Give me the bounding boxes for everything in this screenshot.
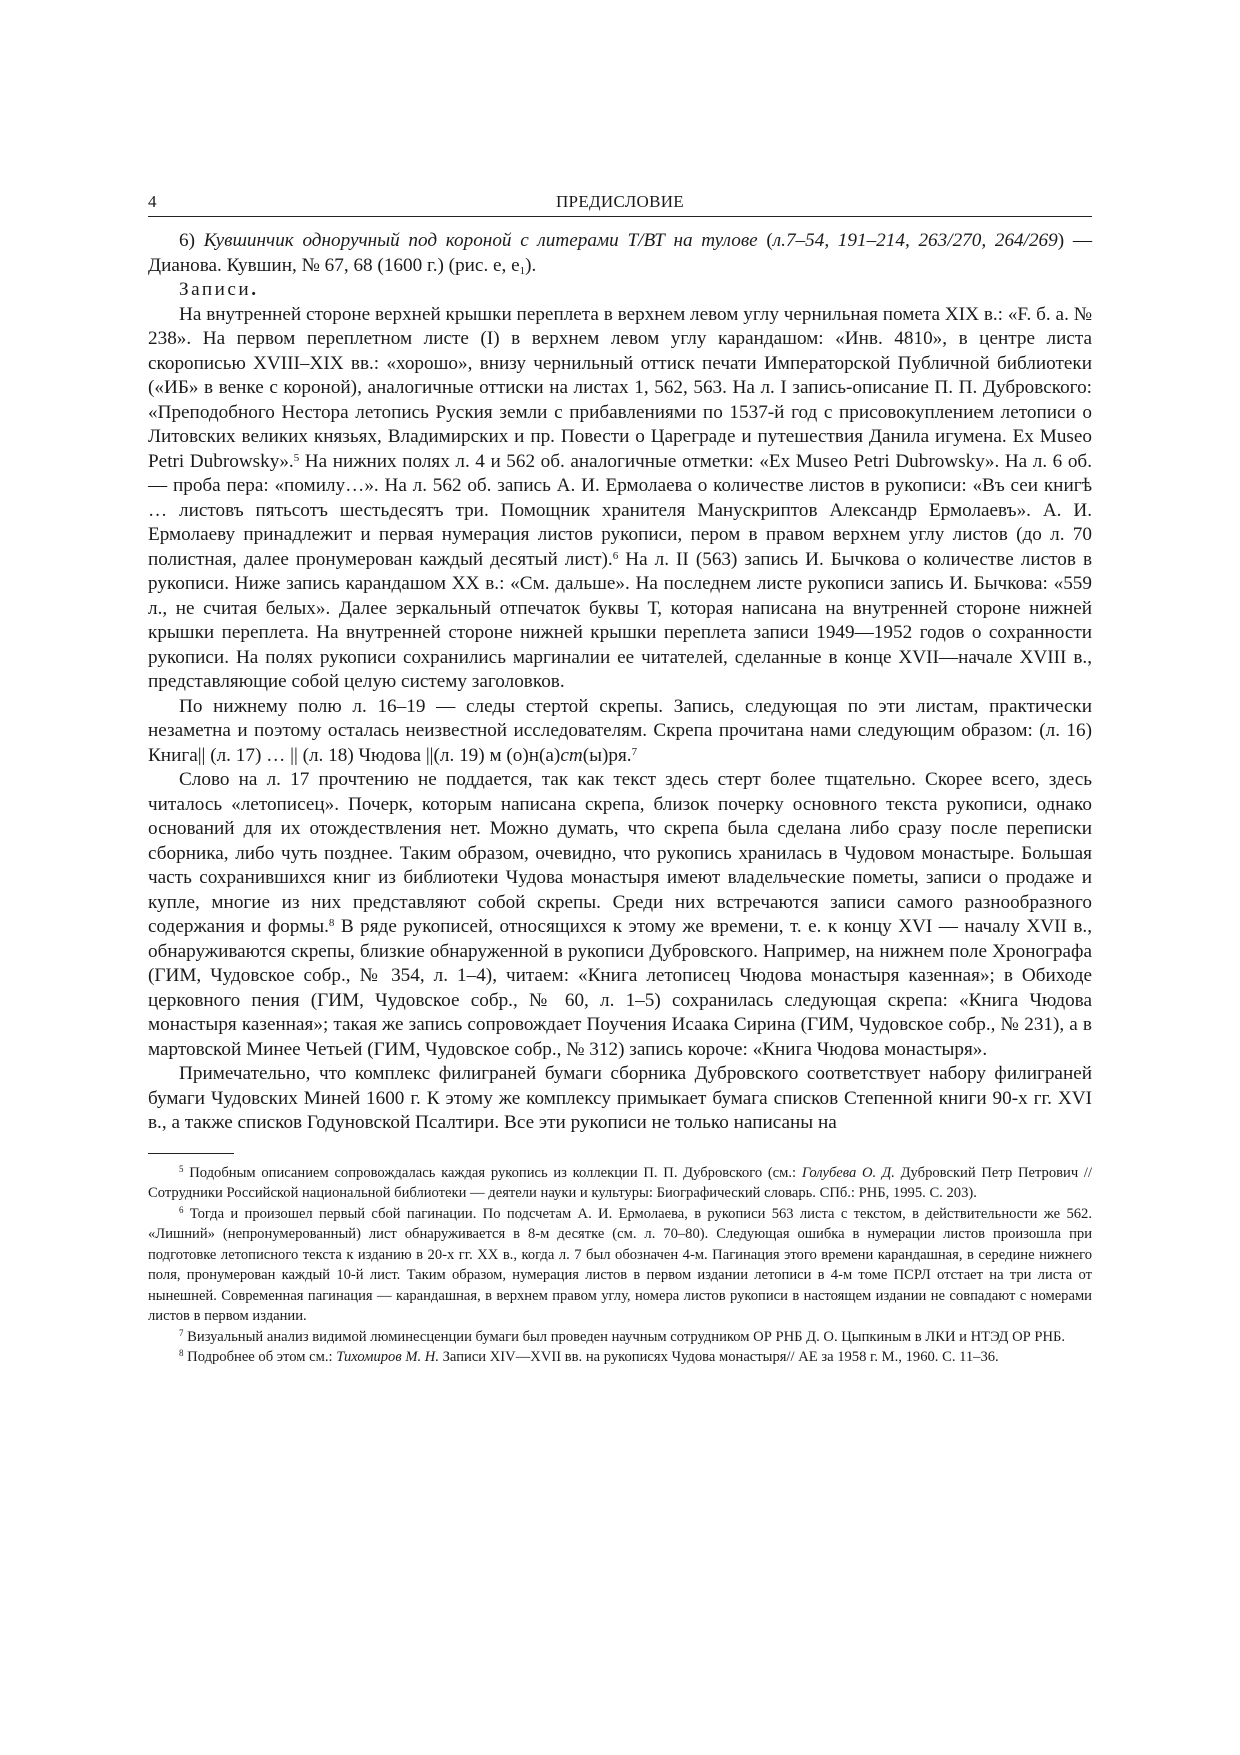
paragraph-handwriting — [148, 768, 1092, 1062]
text-run: ). — [525, 254, 537, 276]
paragraph-watermark-6 — [148, 229, 1092, 278]
leaf-references: л.7–54, 191–214, 263/270, 264/269 — [772, 230, 1058, 251]
text-run: Слово на л. 17 прочтению не поддается, так как текст здесь стерт более тщательно. Скорее всего, здесь читалось «летописец». Почерк, которым написана скрепа, близок почерку основного текста рукописи, однако оснований для их отождествления нет. Можно думать, что скрепа была сделана либо сразу после переписки сборника, либо чуть позднее. Таким образом, очевидно, что рукопись хранилась в Чудовом монастыре. Большая часть сохранившихся книг из библиотеки Чудова монастыря имеют владельческие пометы, записи о продаже и купле, многие из них представляют собой скрепы. Среди них встречаются записи самого разнообразного содержания и формы. — [148, 769, 1092, 937]
text-run: На нижних полях л. 4 и 562 об. аналогичные отметки: «Ex Museo Petri Dubrowsky». На л. 6 об. — проба пера: «помилу…». На л. 562 об. запись А. И. Ермолаева о количестве листов в рукописи: «Въ сеи книгѣ … листовъ пятьсотъ шестьдесятъ три. Помощник хранителя Манускриптов Александр Ермолаевъ». А. И. Ермолаеву принадлежит и первая нумерация листов рукописи, пером в правом верхнем углу листов (до л. 70 полистная, далее пронумерован каждый десятый лист). — [148, 450, 1092, 570]
heading-dot: . — [251, 279, 256, 300]
footnote-5 — [148, 1163, 1092, 1204]
paragraph-records — [148, 303, 1092, 695]
text-run: Тогда и произошел первый сбой пагинации. По подсчетам А. И. Ермолаева, в рукописи 563 листа с текстом, в действительности же 562. «Лишний» (непронумерованный) лист обнаруживается в 8-м десятке (см. л. 70–80). Следующая ошибка в нумерации листов произошла при подготовке летописного текста к изданию в 20-х гг. XX в., когда л. 7 был обозначен 4-м. Пагинация этого времени карандашная, в середине нижнего поля, пронумерован каждый 10-й лист. Таким образом, нумерация листов в первом издании летописи в 4-м томе ПСРЛ отстает на три листа от нынешней. Современная пагинация — карандашная, в верхнем правом углу, номера листов рукописи в настоящем издании не совпадают с номерами листов в первом издании. — [148, 1205, 1092, 1324]
paragraph-watermarks-complex — [148, 1062, 1092, 1136]
footnote-ref[interactable]: 5 — [293, 451, 300, 464]
page-number: 4 — [148, 192, 157, 211]
paragraph-skrepa — [148, 695, 1092, 769]
text-run: ) — Дианова. Кувшин, № 67, 68 (1600 г.) (рис. е, е — [148, 230, 1093, 276]
text-run: В ряде рукописей, относящихся к этому же времени, т. е. к концу XVI — началу XVII в., обнаруживаются скрепы, близкие обнаруженной в рукописи Дубровского. Например, на нижнем поле Хронографа (ГИМ, Чудовское собр., № 354, л. 1–4), читаем: «Книга летописец Чюдова монастыря казенная»; в Обиходе церковного пения (ГИМ, Чудовское собр., № 60, л. 1–5) сохранилась следующая скрепа: «Книга Чюдова монастыря казенная»; такая же запись сопровождает Поучения Исаака Сирина (ГИМ, Чудовское собр., № 231), а в мартовской Минее Четьей (ГИМ, Чудовское собр., № 312) запись короче: «Книга Чюдова монастыря». — [148, 916, 1093, 1060]
italic-run: ст — [560, 744, 583, 766]
subscript: 1 — [519, 264, 526, 277]
footnote-6 — [148, 1204, 1092, 1327]
footnote-mark: 5 — [179, 1163, 184, 1174]
watermark-description: Кувшинчик одноручный под короной с литерами Т/ВТ на тулове — [203, 230, 758, 251]
text-run: На внутренней стороне верхней крышки переплета в верхнем левом углу чернильная помета XIX в.: «F. б. а. № 238». На первом переплетном листе (I) в верхнем левом углу карандашом: «Инв. 4810», в центре листа скорописью XVIII–XIX вв.: «хорошо», внизу чернильный оттиск печати Императорской Публичной библиотеки («ИБ» в венке с короной), аналогичные оттиски на листах 1, 562, 563. На л. I запись-описание П. П. Дубровского: «Преподобного Нестора летопись Руския земли с прибавлениями по 1537-й год с присовокуплением летописи о Литовских великих князьях, Владимирских и пр. Повести о Цареграде и путешествия Данила игумена. Ex Museo Petri Dubrowsky». — [148, 303, 1092, 472]
section-heading-text: Записи — [179, 279, 252, 300]
author-name: Тихомиров М. Н. — [336, 1349, 439, 1365]
footnote-mark: 7 — [179, 1327, 184, 1338]
footnote-7 — [148, 1327, 1092, 1348]
footnote-mark: 8 — [179, 1348, 184, 1358]
text-run: Примечательно, что комплекс филиграней бумаги сборника Дубровского соответствует набору филиграней бумаги Чудовских Миней 1600 г. К этому же комплексу примыкает бумага списков Степенной книги 90-х гг. XVI в., а также списков Годуновской Псалтири. Все эти рукописи не только написаны на — [148, 1063, 1092, 1133]
running-title: ПРЕДИСЛОВИЕ — [555, 192, 684, 211]
main-text — [148, 229, 1092, 1136]
running-header — [148, 190, 1092, 217]
footnote-ref[interactable]: 8 — [328, 917, 335, 929]
item-number: 6) — [179, 230, 204, 251]
footnote-ref[interactable]: 7 — [631, 745, 638, 758]
text-run: Подробнее об этом см.: — [183, 1349, 337, 1365]
footnote-separator — [148, 1153, 234, 1154]
section-heading — [148, 278, 1092, 303]
text-run: На л. II (563) запись И. Бычкова о количестве листов в рукописи. Ниже запись карандашом XX в.: «См. дальше». На последнем листе рукописи запись И. Бычкова: «559 л., не считая белых». Далее зеркальный отпечаток буквы Т, которая написана на внутренней стороне нижней крышки переплета. На внутренней стороне нижней крышки переплета записи 1949—1952 годов о сохранности рукописи. На полях рукописи сохранились маргиналии ее читателей, сделанные в конце XVII—начале XVIII в., представляющие собой целую систему заголовков. — [148, 548, 1093, 692]
footnote-8 — [148, 1347, 1092, 1368]
text-run: Записи XIV—XVII вв. на рукописях Чудова монастыря// АЕ за 1958 г. М., 1960. С. 11–36. — [438, 1349, 999, 1365]
text-run: Дубровский Петр Петрович // Сотрудники Российской национальной библиотеки — деятели науки и культуры: Биографический словарь. СПб.: РНБ, 1995. С. 203). — [148, 1164, 1092, 1201]
text-run: (ы)ря. — [582, 744, 632, 766]
footnote-mark: 6 — [179, 1204, 184, 1215]
text-run: Визуальный анализ видимой люминесценции бумаги был проведен научным сотрудником ОР РНБ Д. О. Цыпкиным в ЛКИ и НТЭД ОР РНБ. — [183, 1328, 1066, 1345]
document-page — [148, 190, 1092, 1368]
author-name: Голубева О. Д. — [801, 1164, 895, 1181]
footnote-ref[interactable]: 6 — [612, 549, 619, 562]
text-run: ( — [757, 230, 773, 251]
text-run: По нижнему полю л. 16–19 — следы стертой скрепы. Запись, следующая по эти листам, практически незаметна и поэтому осталась неизвестной исследователям. Скрепа прочитана нами следующим образом: (л. 16) Книга|| (л. 17) … || (л. 18) Чюдова ||(л. 19) м (о)н(а) — [148, 695, 1092, 766]
text-run: Подобным описанием сопровождалась каждая рукопись из коллекции П. П. Дубровского (см.: — [183, 1164, 802, 1181]
footnotes — [148, 1163, 1092, 1368]
